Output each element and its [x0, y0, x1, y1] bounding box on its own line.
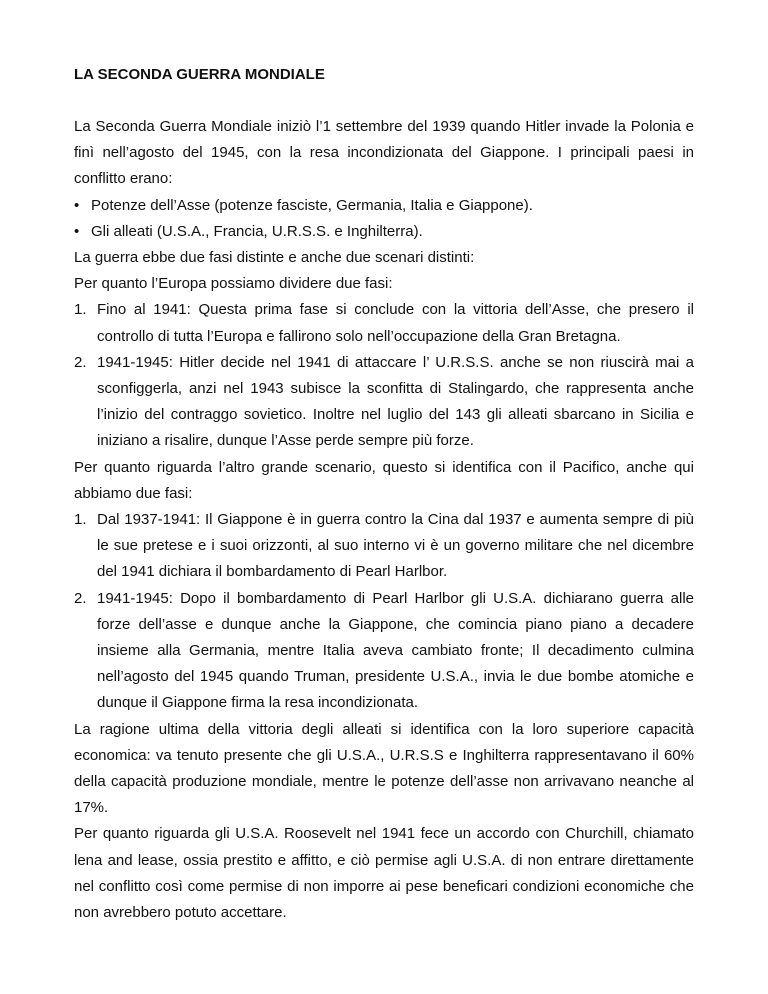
document-title: LA SECONDA GUERRA MONDIALE	[74, 66, 325, 83]
phases-intro-paragraph: La guerra ebbe due fasi distinte e anche due scenari distinti:	[74, 249, 475, 267]
list-item	[74, 507, 694, 586]
list-item-text: Dal 1937-1941: Il Giappone è in guerra contro la Cina dal 1937 e aumenta sempre di più le sue pretese e i suoi orizzonti, al suo interno vi è un governo militare che nel dicembre del 1941 dichiara il bombardamento di Pearl Harlbor.	[97, 511, 694, 581]
list-item	[74, 219, 694, 245]
europe-phases-list	[74, 297, 694, 454]
list-item	[74, 586, 694, 717]
list-item-text: 1941-1945: Hitler decide nel 1941 di attaccare l’ U.R.S.S. anche se non riuscirà mai a sconfiggerla, anzi nel 1943 subisce la sconfitta di Stalingardo, che rappresenta anche l’inizio del contraggo sovietico. Inoltre nel luglio del 143 gli alleati sbarcano in Sicilia e iniziano a risalire, dunque l’Asse perde sempre più forze.	[97, 353, 694, 450]
number-marker: 2.	[74, 589, 87, 607]
list-item	[74, 350, 694, 455]
number-marker: 1.	[74, 511, 87, 529]
europe-intro-paragraph: Per quanto l’Europa possiamo dividere due fasi:	[74, 275, 393, 293]
pacific-intro-paragraph: Per quanto riguarda l’altro grande scenario, questo si identifica con il Pacifico, anche qui abbiamo due fasi:	[74, 458, 694, 502]
list-item-text: Gli alleati (U.S.A., Francia, U.R.S.S. e Inghilterra).	[91, 222, 423, 240]
number-marker: 1.	[74, 301, 87, 319]
list-item	[74, 297, 694, 349]
pacific-phases-list	[74, 507, 694, 717]
list-item	[74, 193, 694, 219]
bullet-marker: •	[74, 222, 80, 240]
list-item-text: 1941-1945: Dopo il bombardamento di Pearl Harlbor gli U.S.A. dichiarano guerra alle forze dell’asse e dunque anche la Giappone, che comincia piano piano a decadere insieme alla Germania, mentre Italia aveva cambiato fronte; Il decadimento culmina nell’agosto del 1945 quando Truman, presidente U.S.A., invia le due bombe atomiche e dunque il Giappone firma la resa incondizionata.	[97, 589, 694, 712]
bullet-marker: •	[74, 196, 80, 214]
list-item-text: Potenze dell’Asse (potenze fasciste, Germania, Italia e Giappone).	[91, 196, 533, 214]
list-item-text: Fino al 1941: Questa prima fase si conclude con la vittoria dell’Asse, che presero il controllo di tutta l’Europa e fallirono solo nell’occupazione della Gran Bretagna.	[97, 301, 694, 345]
victory-reason-paragraph: La ragione ultima della vittoria degli alleati si identifica con la loro superiore capacità economica: va tenuto presente che gli U.S.A., U.R.S.S e Inghilterra rappresentavano il 60% della capacità produzione mondiale, mentre le potenze dell’asse non arrivavano neanche al 17%.	[74, 720, 694, 817]
usa-paragraph: Per quanto riguarda gli U.S.A. Roosevelt nel 1941 fece un accordo con Churchill, chiamato lena and lease, ossia prestito e affitto, e ciò permise agli U.S.A. di non entrare direttamente nel conflitto così come permise di non imporre ai pese beneficari condizioni economiche che non avrebbero potuto accettare.	[74, 825, 694, 922]
number-marker: 2.	[74, 353, 87, 371]
intro-paragraph: La Seconda Guerra Mondiale iniziò l’1 settembre del 1939 quando Hitler invade la Polonia e finì nell’agosto del 1945, con la resa incondizionata del Giappone. I principali paesi in conflitto erano:	[74, 118, 694, 188]
belligerents-list	[74, 193, 694, 245]
